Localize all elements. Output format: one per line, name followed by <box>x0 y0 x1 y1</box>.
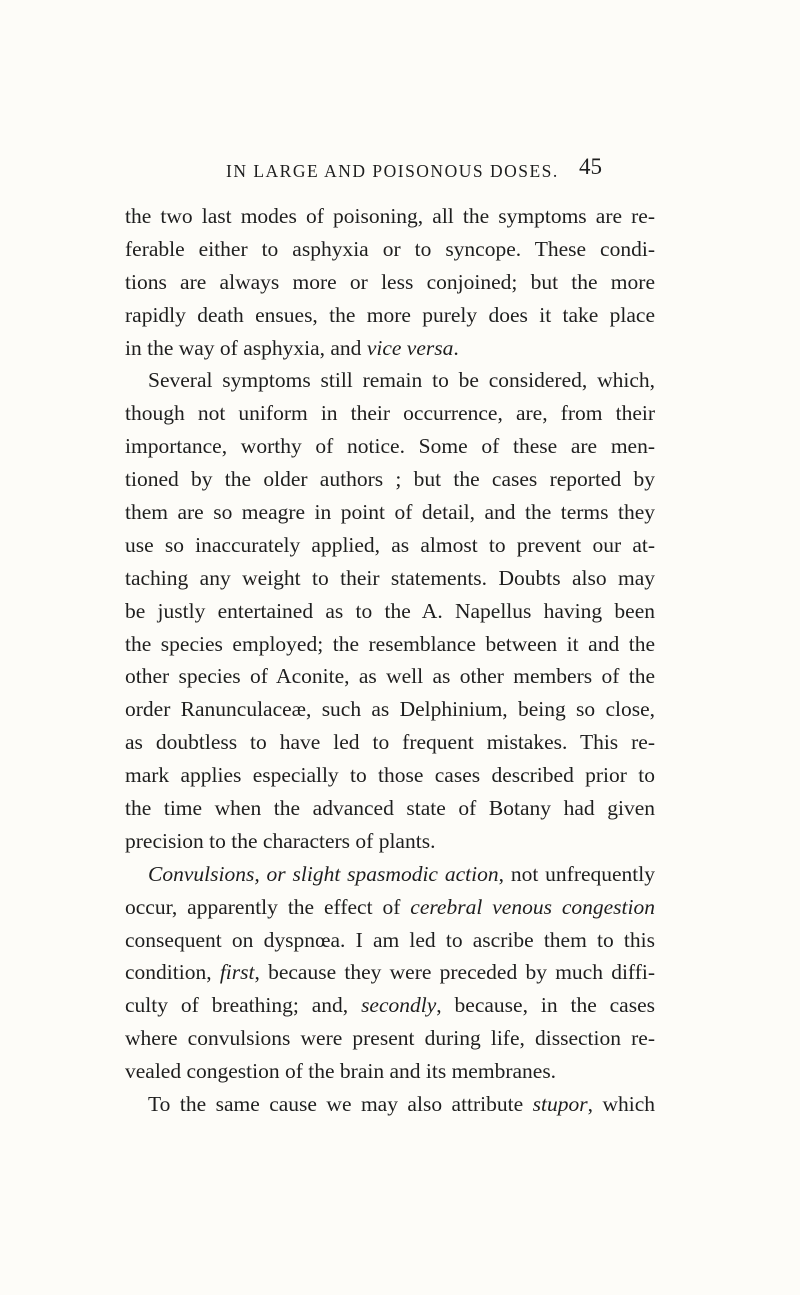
text-line: vealed congestion of the brain and its membranes. <box>125 1059 557 1084</box>
text-line: precision to the characters of plants. <box>125 828 436 853</box>
text-line: though not uniform in their occurrence, are, from their <box>125 401 655 426</box>
text-line <box>125 332 655 365</box>
text-line: be justly entertained as to the A. Napellus having been <box>125 598 655 623</box>
text-line: consequent on dyspnœa. I am led to ascribe them to this <box>125 927 655 952</box>
text-span: in the way of asphyxia, and <box>125 335 367 360</box>
text-line: use so inaccurately applied, as almost to prevent our at- <box>125 532 655 557</box>
text-line: other species of Aconite, as well as other members of the <box>125 664 655 689</box>
running-title: IN LARGE AND POISONOUS DOSES. <box>226 161 559 181</box>
text-line: taching any weight to their statements. Doubts also may <box>125 565 655 590</box>
text-line: the species employed; the resemblance between it and the <box>125 631 655 656</box>
text-line: where convulsions were present during life, dissection re- <box>125 1026 655 1051</box>
text-span: culty of breathing; and, <box>125 993 362 1018</box>
text-span: condition, <box>125 960 220 985</box>
text-span: To the same cause we may also attribute <box>148 1092 533 1117</box>
text-line: tioned by the older authors ; but the cases reported by <box>125 467 655 492</box>
text-line <box>125 956 655 989</box>
text-span: , which <box>587 1092 655 1117</box>
text-line <box>125 1088 655 1121</box>
text-line: mark applies especially to those cases described prior to <box>125 763 655 788</box>
text-span: . <box>453 335 459 360</box>
text-span: , not unfrequently <box>498 861 656 886</box>
text-line: order Ranunculaceæ, such as Delphinium, being so close, <box>125 697 655 722</box>
text-line <box>125 858 655 891</box>
italic-phrase: cerebral venous congestion <box>410 894 656 919</box>
running-header <box>226 154 636 182</box>
text-line: the two last modes of poisoning, all the symptoms are re- <box>125 204 655 228</box>
text-line: as doubtless to have led to frequent mistakes. This re- <box>125 730 655 755</box>
text-line: rapidly death ensues, the more purely does it take place <box>125 302 655 327</box>
text-span: , because they were preceded by much diffi- <box>254 960 655 985</box>
text-line: importance, worthy of notice. Some of these are men- <box>125 434 655 459</box>
text-line: them are so meagre in point of detail, and the terms they <box>125 500 655 525</box>
text-line <box>125 989 655 1022</box>
text-line: ferable either to asphyxia or to syncope. These condi- <box>125 236 655 261</box>
text-line: the time when the advanced state of Botany had given <box>125 796 655 821</box>
text-span: , because, in the cases <box>436 993 655 1018</box>
text-span: occur, apparently the effect of <box>125 894 411 919</box>
italic-phrase: secondly <box>361 993 437 1018</box>
body-text <box>125 200 655 1121</box>
text-line: Several symptoms still remain to be considered, which, <box>148 368 655 393</box>
italic-phrase: stupor <box>532 1092 588 1117</box>
italic-phrase: Convulsions, or slight spasmodic action <box>148 861 499 886</box>
text-line <box>125 891 655 924</box>
text-line: tions are always more or less conjoined; but the more <box>125 269 655 294</box>
italic-phrase: first <box>219 960 255 985</box>
page-number: 45 <box>579 154 602 179</box>
italic-phrase: vice versa <box>366 335 454 360</box>
